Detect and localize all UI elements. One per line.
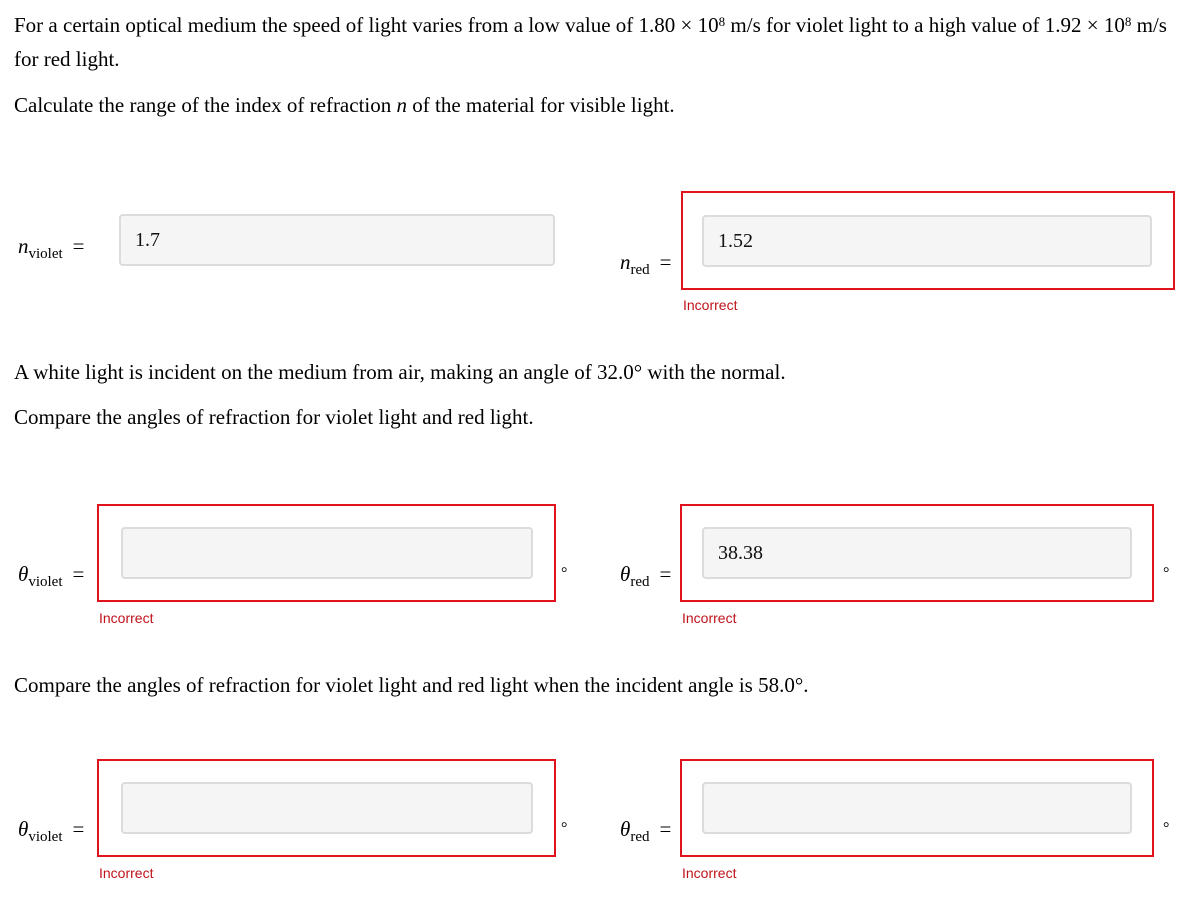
theta-violet-32-label: $\theta_{violet}$ =	[18, 562, 85, 590]
theta-red-58-input[interactable]	[702, 782, 1132, 834]
degree-unit: °	[1163, 565, 1170, 582]
degree-unit: °	[561, 820, 568, 837]
degree-unit: °	[561, 565, 568, 582]
theta-red-32-feedback: Incorrect	[682, 610, 737, 626]
theta-red-58-label: $\theta_{red}$ =	[620, 817, 672, 845]
theta-violet-32-input[interactable]	[121, 527, 533, 579]
question-compare-32: Compare the angles of refraction for violet light and red light.	[14, 405, 534, 429]
question-incident-32: A white light is incident on the medium from air, making an angle of 32.0° with the normal.	[14, 360, 786, 384]
theta-red-32-label: $\theta_{red}$ =	[620, 562, 672, 590]
n-red-label: $n_{red}$ =	[620, 250, 672, 278]
degree-unit: °	[1163, 820, 1170, 837]
n-red-input[interactable]	[702, 215, 1152, 267]
question-incident-58: Compare the angles of refraction for violet light and red light when the incident angle is 58.0°.	[14, 673, 809, 697]
n-red-feedback: Incorrect	[683, 297, 738, 313]
theta-red-32-input[interactable]	[702, 527, 1132, 579]
theta-violet-58-label: $\theta_{violet}$ =	[18, 817, 85, 845]
question-index-range: Calculate the range of the index of refraction n of the material for visible light.	[14, 93, 675, 117]
problem-intro: For a certain optical medium the speed of light varies from a low value of $1.80 \times 10^8$ m/s for violet light to a high value of $1.92 \times 10^8$ m/s for red light.	[14, 13, 1167, 71]
theta-violet-32-feedback: Incorrect	[99, 610, 154, 626]
n-violet-label: $n_{violet}$ =	[18, 234, 85, 262]
theta-violet-58-feedback: Incorrect	[99, 865, 154, 881]
theta-violet-58-input[interactable]	[121, 782, 533, 834]
theta-red-58-feedback: Incorrect	[682, 865, 737, 881]
n-violet-input[interactable]	[119, 214, 555, 266]
